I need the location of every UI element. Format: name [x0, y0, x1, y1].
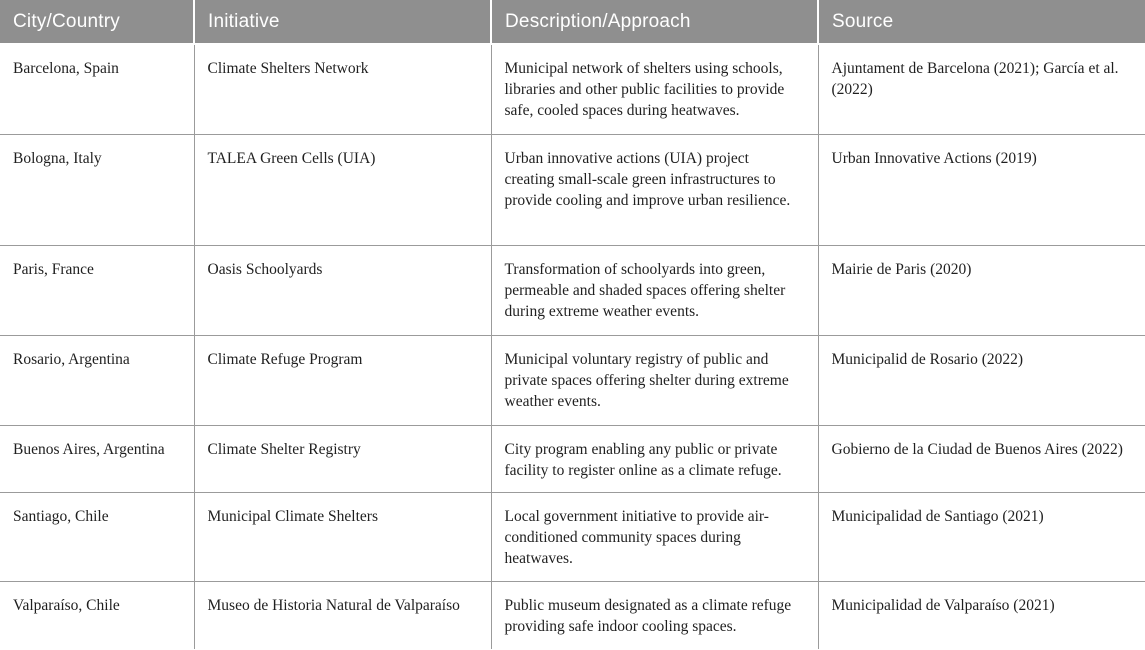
table-row: [0, 134, 1145, 245]
description-cell: Local government initiative to provide air-conditioned community spaces during heatwaves.: [491, 492, 818, 581]
initiative-cell: Museo de Historia Natural de Valparaíso: [194, 581, 491, 649]
description-cell: City program enabling any public or private facility to register online as a climate refuge.: [491, 425, 818, 492]
initiative-cell: Climate Shelters Network: [194, 44, 491, 134]
column-header-source: Source: [818, 0, 1145, 44]
table-body: [0, 44, 1145, 649]
description-cell: Transformation of schoolyards into green, permeable and shaded spaces offering shelter during extreme weather events.: [491, 245, 818, 335]
description-cell: Public museum designated as a climate refuge providing safe indoor cooling spaces.: [491, 581, 818, 649]
source-cell: Municipalidad de Santiago (2021): [818, 492, 1145, 581]
column-header-description-approach: Description/Approach: [491, 0, 818, 44]
source-cell: Urban Innovative Actions (2019): [818, 134, 1145, 245]
city-cell: Rosario, Argentina: [0, 335, 194, 425]
table-row: [0, 245, 1145, 335]
table-row: [0, 44, 1145, 134]
source-cell: Mairie de Paris (2020): [818, 245, 1145, 335]
source-cell: Gobierno de la Ciudad de Buenos Aires (2022): [818, 425, 1145, 492]
column-header-city-country: City/Country: [0, 0, 194, 44]
column-header-initiative: Initiative: [194, 0, 491, 44]
initiative-cell: TALEA Green Cells (UIA): [194, 134, 491, 245]
source-cell: Municipalidad de Valparaíso (2021): [818, 581, 1145, 649]
city-cell: Bologna, Italy: [0, 134, 194, 245]
initiative-cell: Climate Shelter Registry: [194, 425, 491, 492]
description-cell: Urban innovative actions (UIA) project creating small-scale green infrastructures to provide cooling and improve urban resilience.: [491, 134, 818, 245]
city-cell: Barcelona, Spain: [0, 44, 194, 134]
city-cell: Santiago, Chile: [0, 492, 194, 581]
city-cell: Buenos Aires, Argentina: [0, 425, 194, 492]
description-cell: Municipal voluntary registry of public and private spaces offering shelter during extreme weather events.: [491, 335, 818, 425]
description-cell: Municipal network of shelters using schools, libraries and other public facilities to provide safe, cooled spaces during heatwaves.: [491, 44, 818, 134]
header-row: [0, 0, 1145, 44]
table-header: [0, 0, 1145, 44]
initiative-cell: Municipal Climate Shelters: [194, 492, 491, 581]
city-cell: Valparaíso, Chile: [0, 581, 194, 649]
source-cell: Ajuntament de Barcelona (2021); García et al. (2022): [818, 44, 1145, 134]
source-cell: Municipalid de Rosario (2022): [818, 335, 1145, 425]
table-row: [0, 425, 1145, 492]
initiative-cell: Climate Refuge Program: [194, 335, 491, 425]
table-row: [0, 581, 1145, 649]
table-row: [0, 492, 1145, 581]
table-row: [0, 335, 1145, 425]
initiative-cell: Oasis Schoolyards: [194, 245, 491, 335]
city-cell: Paris, France: [0, 245, 194, 335]
